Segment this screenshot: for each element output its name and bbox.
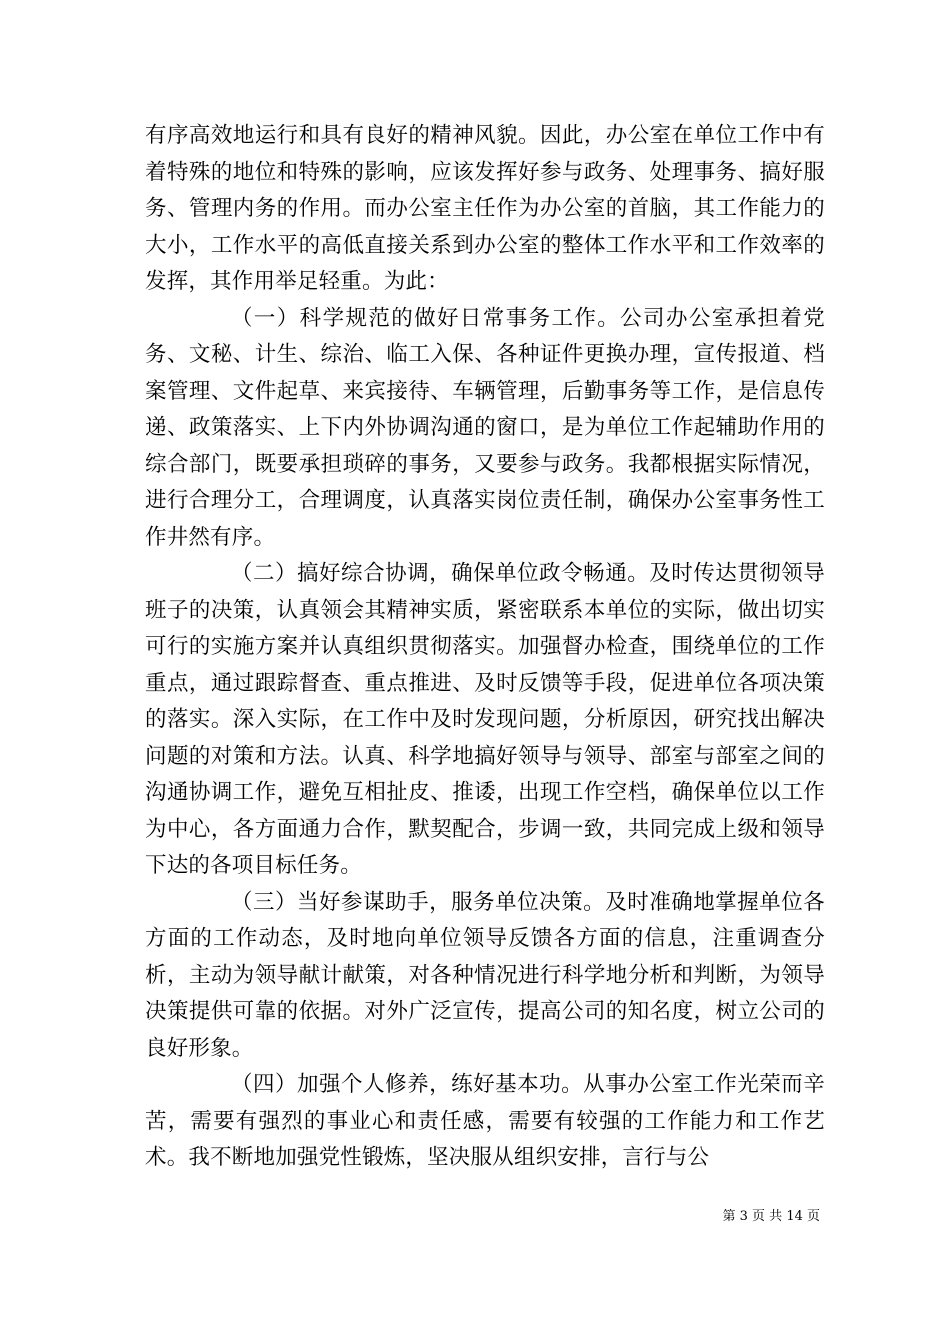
page-number-footer: 第 3 页 共 14 页 <box>722 1209 820 1224</box>
paragraph-section-1: （一）科学规范的做好日常事务工作。公司办公室承担着党务、文秘、计生、综治、临工入保、各种证件更换办理，宣传报道、档案管理、文件起草、来宾接待、车辆管理，后勤事务等工作，是信息传递、政策落实、上下内外协调沟通的窗口，是为单位工作起辅助作用的综合部门，既要承担琐碎的事务，又要参与政务。我都根据实际情况，进行合理分工，合理调度，认真落实岗位责任制，确保办公室事务性工作井然有序。 <box>145 305 825 550</box>
paragraph-continuation: 有序高效地运行和具有良好的精神风貌。因此，办公室在单位工作中有着特殊的地位和特殊的影响，应该发挥好参与政务、处理事务、搞好服务、管理内务的作用。而办公室主任作为办公室的首脑，其工作能力的大小，工作水平的高低直接关系到办公室的整体工作水平和工作效率的发挥，其作用举足轻重。为此： <box>145 123 825 294</box>
paragraph-section-2: （二）搞好综合协调，确保单位政令畅通。及时传达贯彻领导班子的决策，认真领会其精神实质，紧密联系本单位的实际，做出切实可行的实施方案并认真组织贯彻落实。加强督办检查，围绕单位的工作重点，通过跟踪督查、重点推进、及时反馈等手段，促进单位各项决策的落实。深入实际，在工作中及时发现问题，分析原因，研究找出解决问题的对策和方法。认真、科学地搞好领导与领导、部室与部室之间的沟通协调工作，避免互相扯皮、推诿，出现工作空档，确保单位以工作为中心，各方面通力合作，默契配合，步调一致，共同完成上级和领导下达的各项目标任务。 <box>145 561 825 878</box>
paragraph-section-4: （四）加强个人修养，练好基本功。从事办公室工作光荣而辛苦，需要有强烈的事业心和责任感，需要有较强的工作能力和工作艺术。我不断地加强党性锻炼，坚决服从组织安排，言行与公 <box>145 1072 825 1170</box>
paragraph-section-3: （三）当好参谋助手，服务单位决策。及时准确地掌握单位各方面的工作动态，及时地向单位领导反馈各方面的信息，注重调查分析，主动为领导献计献策，对各种情况进行科学地分析和判断，为领导决策提供可靠的依据。对外广泛宣传，提高公司的知名度，树立公司的良好形象。 <box>145 889 825 1061</box>
document-body <box>145 118 825 1177</box>
